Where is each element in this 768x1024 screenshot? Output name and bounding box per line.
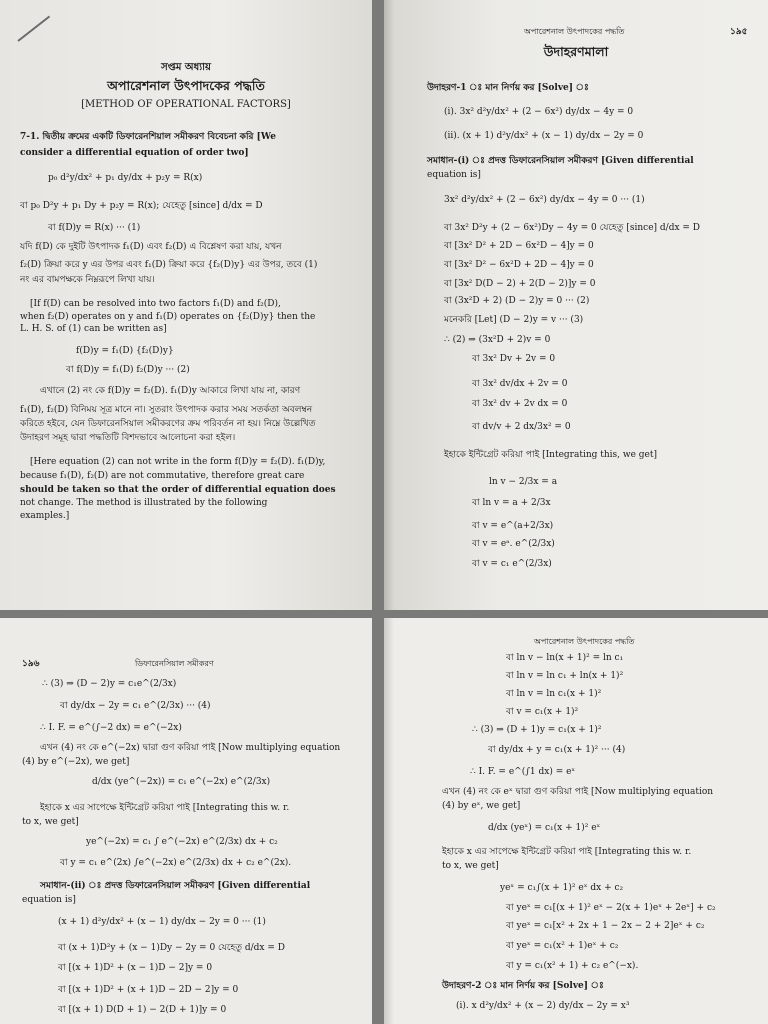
page-number: ১৯৬ [22, 659, 40, 669]
text-line: f₁(D), f₂(D) বিনিময় সূত্র মানে না। সুতরাং উৎপাদক করার সময় সতর্কতা অবলম্বন [20, 405, 313, 415]
text-line: because f₁(D), f₂(D) are not commutative, therefore great care [20, 471, 305, 481]
text-line: বা dy/dx − 2y = c₁ e^(2/3x) ··· (4) [60, 701, 211, 711]
text-line: 3x² d²y/dx² + (2 − 6x²) dy/dx − 4y = 0 ··· (1) [444, 195, 645, 205]
text-line: yeˣ = c₁∫(x + 1)² eˣ dx + c₂ [500, 883, 624, 893]
text-line: not change. The method is illustrated by the following [20, 498, 268, 508]
text-line: বা 3x² Dv + 2v = 0 [472, 354, 556, 364]
text-line: বা yeˣ = c₁[(x + 1)² eˣ − 2(x + 1)eˣ + 2eˣ] + c₂ [506, 903, 716, 913]
text-line: [Here equation (2) can not write in the form f(D)y = f₂(D). f₁(D)y, [30, 457, 326, 467]
text-line: সমাধান-(ii) ঃ প্রদত্ত ডিফারেনসিয়াল সমীকরণ [Given differential [40, 881, 311, 891]
text-line: বা [3x² D(D − 2) + 2(D − 2)]y = 0 [444, 279, 596, 289]
text-line: বা ln v = ln c₁ + ln(x + 1)² [506, 671, 624, 681]
text-line: (4) by eˣ, we get] [442, 801, 521, 811]
chapter-label: সপ্তম অধ্যায় [161, 62, 211, 73]
text-line: বা v = c₁ e^(2/3x) [472, 559, 552, 569]
text-line: উদাহরণ-2 ঃ মান নির্ণয় কর [Solve] ঃ [442, 981, 604, 991]
text-line: ইহাকে x এর সাপেক্ষে ইন্টিগ্রেট করিয়া পাই [Integrating this w. r. [442, 847, 692, 857]
text-line: বা dv/v + 2 dx/3x² = 0 [472, 422, 571, 432]
text-line: ∴ (3) ⇒ (D − 2)y = c₁e^(2/3x) [42, 679, 177, 689]
text-line: consider a differential equation of order two] [20, 148, 249, 158]
text-line: equation is] [427, 170, 481, 180]
text-line: মনেকরি [Let] (D − 2)y = v ··· (3) [444, 315, 584, 325]
text-line: equation is] [22, 895, 76, 905]
text-line: করিতে হইবে, যেন ডিফারেনসিয়াল সমীকরণের ক্রম পরিবর্তন না হয়। নিম্নে উল্লেখিত [20, 419, 316, 429]
running-header: অপারেশনাল উৎপাদকের পদ্ধতি [534, 637, 635, 646]
text-line: ∴ (2) ⇒ (3x²D + 2)v = 0 [444, 335, 551, 345]
text-line: d/dx (ye^(−2x)) = c₁ e^(−2x) e^(2/3x) [92, 777, 271, 787]
text-line: বা v = c₁(x + 1)² [506, 707, 579, 717]
text-line: বা 3x² D²y + (2 − 6x²)Dy − 4y = 0 যেহেতু [since] d/dx = D [444, 223, 701, 233]
text-line: বা ln v = ln c₁(x + 1)² [506, 689, 602, 699]
page-number: ১৯৫ [730, 27, 748, 37]
running-header: অপারেশনাল উৎপাদকের পদ্ধতি [524, 27, 625, 36]
text-line: বা dy/dx + y = c₁(x + 1)² ··· (4) [488, 745, 626, 755]
page-4 [384, 618, 768, 1024]
text-line: বা f(D)y = R(x) ··· (1) [48, 223, 141, 233]
text-line: বা 3x² dv + 2v dx = 0 [472, 399, 568, 409]
text-line: ln v − 2/3x = a [489, 477, 558, 487]
text-line: d/dx (yeˣ) = c₁(x + 1)² eˣ [488, 823, 601, 833]
pen-mark [17, 16, 50, 42]
text-line: বা [(x + 1)D² + (x − 1)D − 2]y = 0 [58, 963, 213, 973]
text-line: ইহাকে ইন্টিগ্রেট করিয়া পাই [Integrating this, we get] [444, 450, 657, 460]
page-1 [0, 0, 372, 610]
text-line: বা v = eᵃ. e^(2/3x) [472, 539, 555, 549]
chapter-title-bn: অপারেশনাল উৎপাদকের পদ্ধতি [107, 78, 265, 93]
text-line: বা [(x + 1)D² + (x + 1)D − 2D − 2]y = 0 [58, 985, 239, 995]
text-line: বা f(D)y = f₁(D) f₂(D)y ··· (2) [66, 365, 190, 375]
text-line: বা (x + 1)D²y + (x − 1)Dy − 2y = 0 যেহেতু d/dx = D [58, 943, 285, 953]
text-line: f(D)y = f₁(D) {f₂(D)y} [76, 346, 174, 356]
text-line: বা [3x² D² + 2D − 6x²D − 4]y = 0 [444, 241, 594, 251]
text-line: বা yeˣ = c₁(x² + 1)eˣ + c₂ [506, 941, 619, 951]
text-line: ইহাকে x এর সাপেক্ষে ইন্টিগ্রেট করিয়া পাই [Integrating this w. r. [40, 803, 290, 813]
text-line: এখন (4) নং কে eˣ দ্বারা গুণ করিয়া পাই [Now multiplying equation [442, 787, 714, 797]
text-line: (ii). (x + 1) d²y/dx² + (x − 1) dy/dx − 2y = 0 [444, 131, 644, 141]
text-line: f₂(D) ক্রিয়া করে y এর উপর এবং f₁(D) ক্রিয়া করে {f₂(D)y} এর উপর, তবে (1) [20, 260, 318, 270]
text-line: (i). x d²y/dx² + (x − 2) dy/dx − 2y = x³ [456, 1001, 630, 1011]
gutter-shadow [384, 0, 394, 610]
text-line: to x, we get] [442, 861, 499, 871]
text-line: (4) by e^(−2x), we get] [22, 757, 130, 767]
text-line: এখন (4) নং কে e^(−2x) দ্বারা গুণ করিয়া পাই [Now multiplying equation [40, 743, 341, 753]
text-line: to x, we get] [22, 817, 79, 827]
chapter-title-en: [METHOD OF OPERATIONAL FACTORS] [81, 99, 291, 110]
section-heading: উদাহরণমালা [543, 44, 609, 59]
page-2 [384, 0, 768, 610]
text-line: বা [(x + 1) D(D + 1) − 2(D + 1)]y = 0 [58, 1005, 227, 1015]
text-line: বা y = c₁(x² + 1) + c₂ e^(−x). [506, 961, 639, 971]
text-line: p₀ d²y/dx² + p₁ dy/dx + p₂y = R(x) [48, 173, 203, 183]
text-line: বা ln v − ln(x + 1)² = ln c₁ [506, 653, 624, 663]
text-line: বা y = c₁ e^(2x) ∫e^(−2x) e^(2/3x) dx + c₂ e^(2x). [60, 858, 292, 868]
text-line: বা 3x² dv/dx + 2v = 0 [472, 379, 568, 389]
text-line: 7-1. দ্বিতীয় ক্রমের একটি ডিফারেনশিয়াল সমীকরণ বিবেচনা করি [We [20, 132, 277, 142]
text-line: উদাহরণ সমূহ দ্বারা পদ্ধতিটি বিশদভাবে আলোচনা করা হইল। [20, 433, 236, 443]
text-line: যদি f(D) কে দুইটি উৎপাদক f₁(D) এবং f₂(D) এ বিশ্লেষণ করা যায়, যখন [20, 242, 282, 252]
text-line: ∴ I. F. = e^(∫1 dx) = eˣ [470, 767, 576, 777]
text-line: বা [3x² D² − 6x²D + 2D − 4]y = 0 [444, 260, 594, 270]
text-line: নং এর বামপক্ষকে নিম্নরূপে লিখা যায়। [20, 275, 155, 285]
text-line: সমাধান-(i) ঃ প্রদত্ত ডিফারেনসিয়াল সমীকরণ [Given differential [427, 156, 694, 166]
text-line: উদাহরণ-1 ঃ মান নির্ণয় কর [Solve] ঃ [427, 83, 589, 93]
page-3 [0, 618, 372, 1024]
text-line: ∴ I. F. = e^(∫−2 dx) = e^(−2x) [40, 723, 182, 733]
text-line: বা ln v = a + 2/3x [472, 498, 551, 508]
text-line: বা p₀ D²y + p₁ Dy + p₂y = R(x); যেহেতু [since] d/dx = D [20, 201, 263, 211]
text-line: should be taken so that the order of differential equation does [20, 485, 336, 495]
text-line: (i). 3x² d²y/dx² + (2 − 6x²) dy/dx − 4y = 0 [444, 107, 634, 117]
text-line: (x + 1) d²y/dx² + (x − 1) dy/dx − 2y = 0 ··· (1) [58, 917, 266, 927]
text-line: বা v = e^(a+2/3x) [472, 521, 554, 531]
gutter-shadow [384, 618, 394, 1024]
text-line: বা (3x²D + 2) (D − 2)y = 0 ··· (2) [444, 296, 590, 306]
text-line: when f₂(D) operates on y and f₁(D) operates on {f₂(D)y} then the [20, 312, 316, 322]
text-line: L. H. S. of (1) can be written as] [20, 324, 167, 334]
text-line: [If f(D) can be resolved into two factors f₁(D) and f₂(D), [30, 299, 281, 309]
text-line: বা yeˣ = c₁[x² + 2x + 1 − 2x − 2 + 2]eˣ + c₂ [506, 921, 705, 931]
text-line: ye^(−2x) = c₁ ∫ e^(−2x) e^(2/3x) dx + c₂ [86, 837, 278, 847]
running-header: ডিফারেনসিয়াল সমীকরণ [135, 659, 214, 668]
text-line: এখানে (2) নং কে f(D)y = f₂(D). f₁(D)y আকারে লিখা যায় না, কারণ [40, 386, 301, 396]
text-line: ∴ (3) ⇒ (D + 1)y = c₁(x + 1)² [472, 725, 602, 735]
text-line: examples.] [20, 511, 70, 521]
